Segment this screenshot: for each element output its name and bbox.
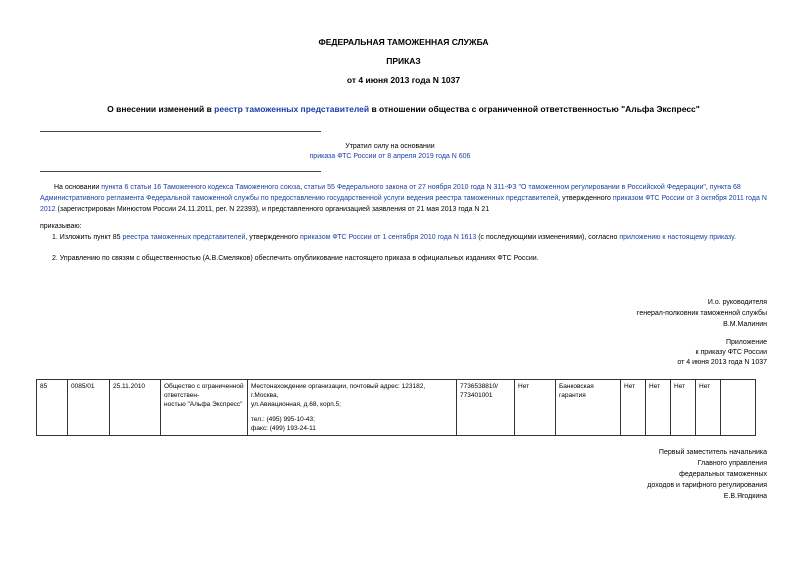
title-registry-link[interactable]: реестр таможенных представителей <box>214 104 370 114</box>
preamble-link-federal-law[interactable]: статьи 55 Федерального закона от 27 ноября 2010 года N 311-ФЗ "О таможенном регулировании в Российской Федерации" <box>304 184 706 191</box>
preamble-text: На основании <box>54 184 102 191</box>
appendix-date: от 4 июня 2013 года N 1037 <box>677 359 767 366</box>
signature1-rank: генерал-полковник таможенной службы <box>636 310 767 317</box>
preamble-paragraph <box>40 182 768 215</box>
cell-guarantee <box>556 380 621 436</box>
phone-line: тел.: (495) 995-10-43; <box>251 416 315 423</box>
title-text-before: О внесении изменений в <box>107 104 215 114</box>
divider-top <box>40 131 321 132</box>
divider-bottom <box>40 171 321 172</box>
cell-address <box>248 380 457 436</box>
preamble-text: , <box>300 184 305 191</box>
doc-type-heading: ПРИКАЗ <box>386 56 421 66</box>
guarantee-line: Банковская <box>559 383 594 390</box>
registry-table <box>36 379 756 436</box>
signature1-name: В.М.Малинин <box>723 321 767 328</box>
appendix-label: Приложение <box>725 339 767 346</box>
item1-text: (с последующими изменениями), согласно <box>476 234 620 241</box>
cell-org-name <box>161 380 248 436</box>
item1-text: 1. Изложить пункт 85 <box>52 234 123 241</box>
signature2-line: доходов и тарифного регулирования <box>647 482 767 489</box>
org-name-line: Общество с ограниченной <box>164 383 244 390</box>
cell-col-7: Нет <box>515 380 556 436</box>
inn-line: 7736538810/ <box>460 383 498 390</box>
cell-col-9: Нет <box>621 380 646 436</box>
cell-date: 25.11.2010 <box>110 380 161 436</box>
preamble-text: , утвержденного <box>558 195 613 202</box>
cell-col-10: Нет <box>646 380 671 436</box>
item1-link-order[interactable]: приказом ФТС России от 1 сентября 2010 года N 1613 <box>299 234 477 241</box>
kpp-line: 773401001 <box>460 392 493 399</box>
preamble-link-customs-code[interactable]: пункта 6 статьи 16 Таможенного кодекса Таможенного союза <box>101 184 301 191</box>
cell-col-12: Нет <box>696 380 721 436</box>
preamble-link-regulation[interactable]: пункта 68 Административного регламента Федеральной таможенной службы по предоставлению государственной услуги ведения реестра таможенных представителей <box>40 184 741 202</box>
signature2-line: Главного управления <box>697 460 767 467</box>
org-name-line: ностью "Альфа Экспресс" <box>164 401 243 408</box>
signature2-line: федеральных таможенных <box>679 471 767 478</box>
order-item-2: 2. Управлению по связям с общественностью (А.В.Смеляков) обеспечить опубликование настоящего приказа в официальных изданиях ФТС России. <box>52 255 539 262</box>
cell-inn-kpp <box>457 380 515 436</box>
signature-block-2 <box>647 447 767 502</box>
signature2-line: Первый заместитель начальника <box>658 449 767 456</box>
preamble-text: (зарегистрирован Минюстом России 24.11.2011, рег. N 22393), и представленного организацией заявления от 21 мая 2013 года N 21 <box>55 206 490 213</box>
doc-date-number: от 4 июня 2013 года N 1037 <box>346 75 461 85</box>
item1-link-registry[interactable]: реестра таможенных представителей <box>122 234 246 241</box>
lost-force-label: Утратил силу на основании <box>345 143 435 150</box>
cell-col-13 <box>721 380 756 436</box>
title-text-after: в отношении общества с ограниченной ответственностью "Альфа Экспресс" <box>369 104 700 114</box>
fax-line: факс: (499) 193-24-11 <box>251 425 316 432</box>
appendix-ref: к приказу ФТС России <box>695 349 767 356</box>
org-heading: ФЕДЕРАЛЬНАЯ ТАМОЖЕННАЯ СЛУЖБА <box>318 37 489 47</box>
cell-reg-number: 0085/01 <box>68 380 110 436</box>
cell-col-11: Нет <box>671 380 696 436</box>
lost-force-link[interactable]: приказа ФТС России от 8 апреля 2019 года N 606 <box>309 153 471 160</box>
doc-title <box>0 104 807 114</box>
guarantee-line: гарантия <box>559 392 586 399</box>
order-item-1 <box>52 234 768 241</box>
appendix-header <box>677 338 767 368</box>
signature1-position: И.о. руководителя <box>707 299 767 306</box>
item1-text: , утвержденного <box>245 234 300 241</box>
preamble-text: , <box>705 184 710 191</box>
signature-block-1 <box>637 297 767 330</box>
orders-label: приказываю: <box>40 223 82 230</box>
table-row <box>37 380 756 436</box>
signature2-name: Е.В.Ягодкина <box>723 493 767 500</box>
address-line: ул.Авиационная, д.68, корп.5; <box>251 401 341 408</box>
preamble-link-order[interactable]: приказом ФТС России от 3 октября 2011 года N 2012 <box>40 195 767 213</box>
item1-text: . <box>733 234 736 241</box>
cell-number: 85 <box>37 380 68 436</box>
address-line: Местонахождение организации, почтовый адрес: 123182, г.Москва, <box>251 383 426 399</box>
org-name-line: ответствен- <box>164 392 200 399</box>
item1-link-appendix[interactable]: приложению к настоящему приказу <box>619 234 734 241</box>
